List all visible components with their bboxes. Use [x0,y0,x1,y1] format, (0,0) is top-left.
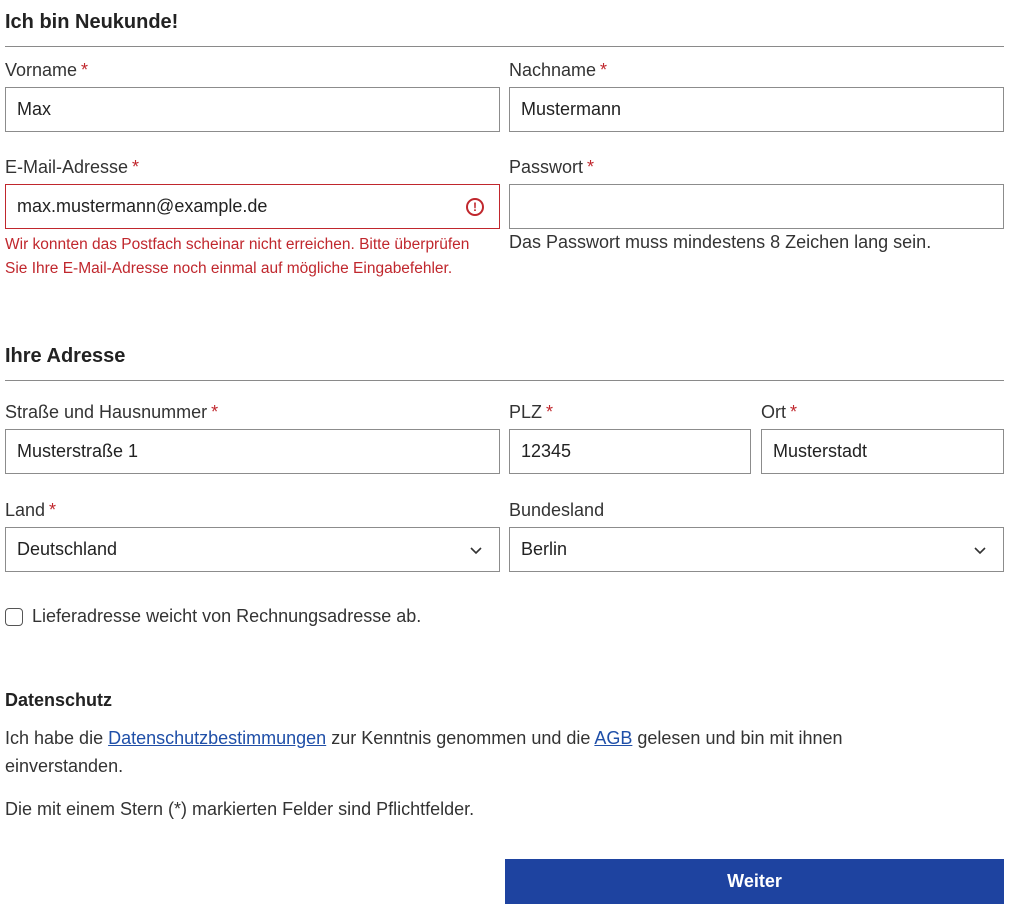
last-name-input[interactable] [509,87,1004,132]
street-label-text: Straße und Hausnummer [5,402,208,422]
submit-button[interactable]: Weiter [505,859,1004,904]
last-name-label-text: Nachname [509,60,597,80]
zip-label [509,402,553,423]
privacy-text-middle: zur Kenntnis genommen und die [326,728,595,748]
state-select[interactable] [509,527,1004,572]
first-name-label [5,60,88,81]
privacy-title: Datenschutz [5,690,113,710]
different-shipping-label[interactable]: Lieferadresse weicht von Rechnungsadresse ab. [32,606,422,626]
email-label-text: E-Mail-Adresse [5,157,129,177]
privacy-text-before: Ich habe die [5,728,109,748]
city-input[interactable] [761,429,1004,474]
last-name-label [509,60,607,81]
section-divider [5,380,1004,381]
password-hint: Das Passwort muss mindestens 8 Zeichen lang sein. [509,232,932,252]
section-divider [5,46,1004,47]
password-input[interactable] [509,184,1004,229]
country-label-text: Land [5,500,46,520]
first-name-label-text: Vorname [5,60,78,80]
password-label-text: Passwort [509,157,584,177]
error-alert-icon: ! [466,198,484,216]
email-label [5,157,139,178]
zip-value: 12345 [521,441,572,461]
password-label [509,157,594,178]
required-marker: * [790,402,798,422]
privacy-consent-text [5,724,965,780]
section-title-address: Ihre Adresse [5,345,126,367]
section-title-new-customer: Ich bin Neukunde! [5,11,179,33]
street-value: Musterstraße 1 [17,441,139,461]
first-name-input[interactable] [5,87,500,132]
city-label [761,402,797,423]
zip-label-text: PLZ [509,402,543,422]
required-fields-note: Die mit einem Stern (*) markierten Felder sind Pflichtfelder. [5,799,475,819]
chevron-down-icon [972,542,988,558]
privacy-text-after: gelesen und bin mit ihnen einverstanden. [5,728,843,776]
required-marker: * [587,157,595,177]
required-marker: * [546,402,554,422]
different-shipping-row[interactable] [5,606,421,627]
street-input[interactable] [5,429,500,474]
email-value: max.mustermann@example.de [17,196,268,216]
street-label [5,402,218,423]
last-name-value: Mustermann [521,99,622,119]
email-input[interactable] [5,184,500,229]
country-label [5,500,56,521]
required-marker: * [600,60,608,80]
country-select[interactable] [5,527,500,572]
zip-input[interactable] [509,429,751,474]
privacy-policy-link[interactable]: Datenschutzbestimmungen [108,728,327,748]
country-value: Deutschland [17,539,118,559]
state-label [509,500,604,521]
state-label-text: Bundesland [509,500,605,520]
required-marker: * [81,60,89,80]
city-value: Musterstadt [773,441,868,461]
different-shipping-checkbox[interactable] [5,608,23,626]
first-name-value: Max [17,99,52,119]
required-marker: * [211,402,219,422]
chevron-down-icon [468,542,484,558]
city-label-text: Ort [761,402,786,422]
state-value: Berlin [521,539,568,559]
required-marker: * [132,157,140,177]
email-error-message: Wir konnten das Postfach scheinar nicht erreichen. Bitte überprüfen Sie Ihre E-Mail-Adresse noch einmal auf mögliche Eingabefehler. [5,236,470,277]
terms-link[interactable]: AGB [594,728,633,748]
required-marker: * [49,500,57,520]
